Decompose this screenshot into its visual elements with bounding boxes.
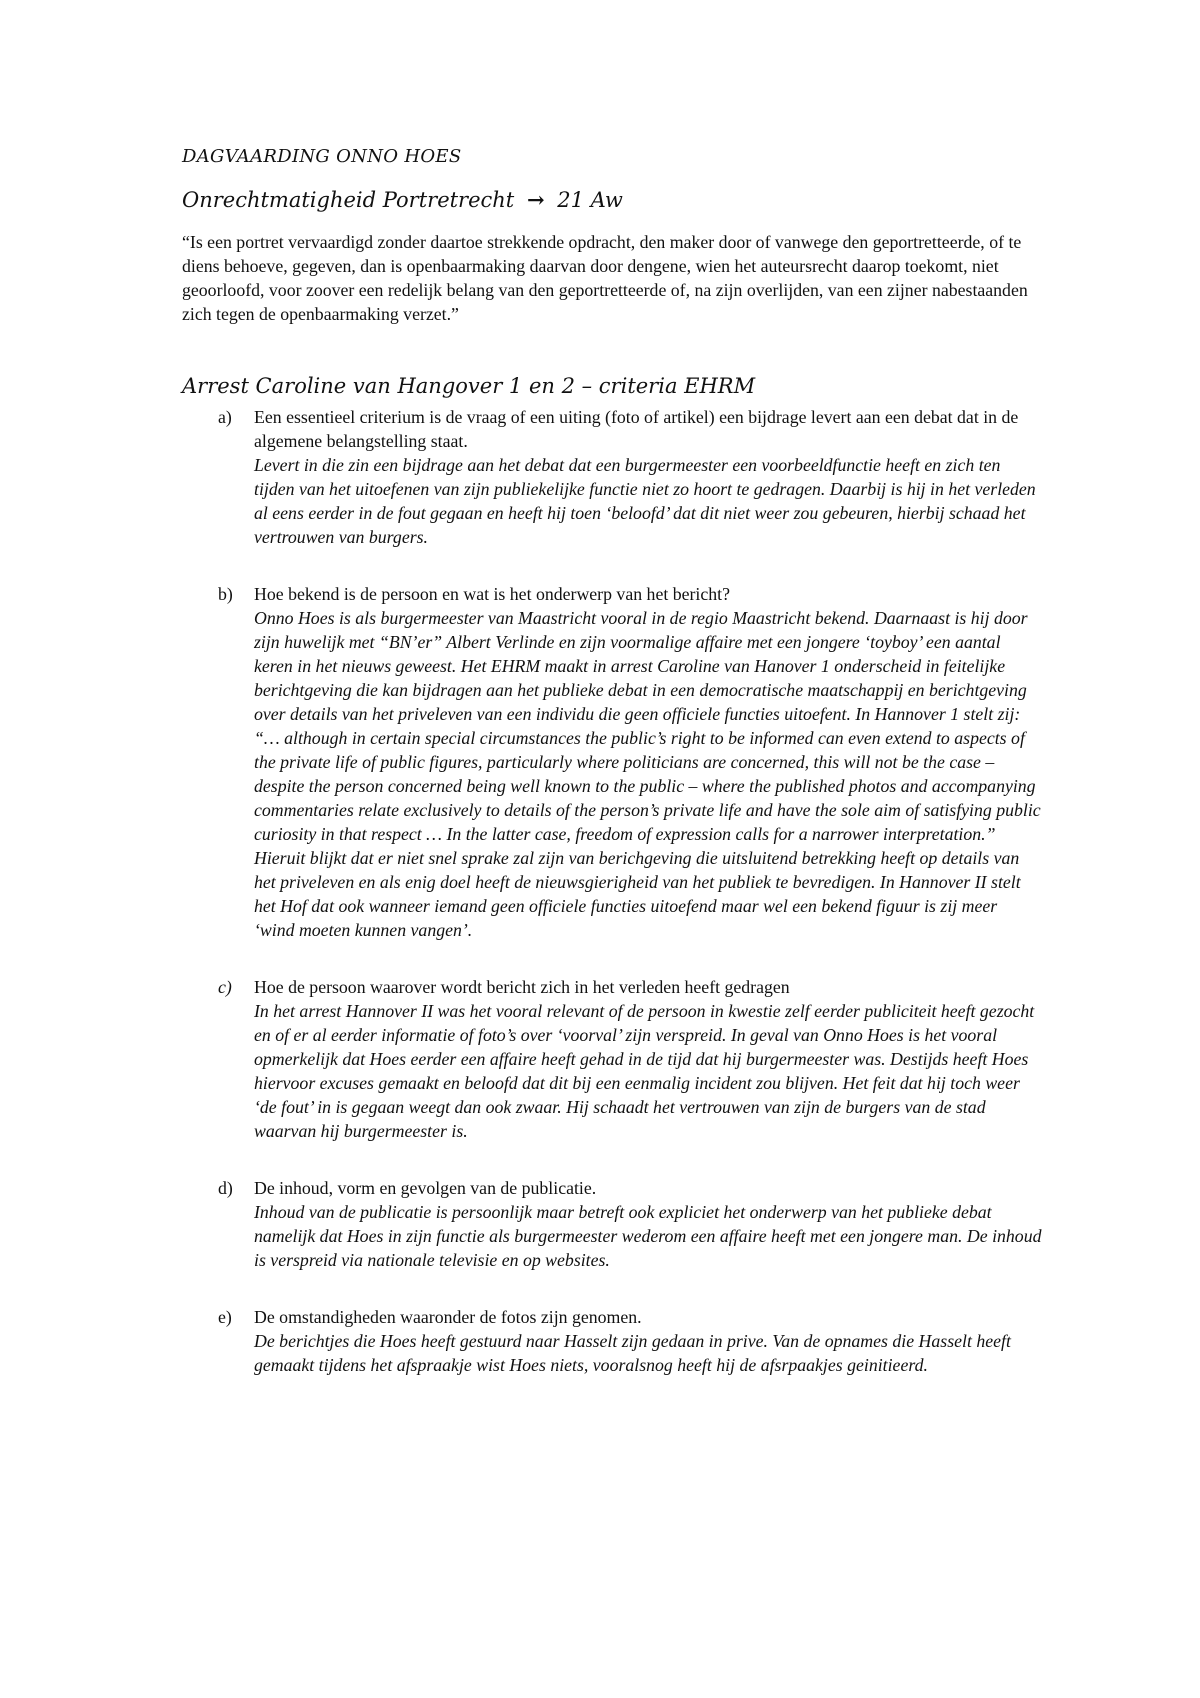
list-item (182, 1176, 1042, 1272)
criterion-question: Een essentieel criterium is de vraag of een uiting (foto of artikel) een bijdrage levert aan een debat dat in de algemene belangstelling staat. (254, 407, 1019, 451)
section-heading-text: Onrechtmatigheid Portretrecht (182, 188, 515, 212)
criterion-answer: In het arrest Hannover II was het vooral relevant of de persoon in kwestie zelf eerder publiciteit heeft gezocht en of er al eerder informatie of foto’s over ‘voorval’ zijn verspreid. In geval van Onno Hoes is het vooral opmerkelijk dat Hoes eerder een affaire heeft gehad in de tijd dat hij burgermeester was. Destijds heeft Hoes hiervoor excuses gemaakt en beloofd dat dit bij een eenmalig incident zou blijven. Het feit dat hij toch weer ‘de fout’ in is gegaan weegt dan ook zwaar. Hij schaadt het vertrouwen van zijn de burgers van de stad waarvan hij burgermeester is. (254, 1001, 1035, 1141)
criterion-question: De omstandigheden waaronder de fotos zijn genomen. (254, 1307, 642, 1327)
criterion-answer: De berichtjes die Hoes heeft gestuurd naar Hasselt zijn gedaan in prive. Van de opnames die Hasselt heeft gemaakt tijdens het afspraakje wist Hoes niets, vooralsnog heeft hij de afsrpaakjes geinitieerd. (254, 1331, 1011, 1375)
section-heading-portretrecht (182, 187, 623, 212)
list-item (182, 405, 1042, 549)
section-heading-criteria: Arrest Caroline van Hangover 1 en 2 – criteria EHRM (182, 374, 756, 398)
list-item-letter: c) (218, 977, 232, 997)
list-item (182, 1305, 1042, 1377)
criterion-answer: Onno Hoes is als burgermeester van Maastricht vooral in de regio Maastricht bekend. Daarnaast is hij door zijn huwelijk met “BN’er” Albert Verlinde en zijn voormalige affaire met een jongere ‘toyboy’ een aantal keren in het nieuws geweest. Het EHRM maakt in arrest Caroline van Hanover 1 onderscheid in feitelijke berichtgeving die kan bijdragen aan het publieke debat in een democratische maatschappij en berichtgeving over details van het priveleven van een individu die geen officiele functies uitoefent. In Hannover 1 stelt zij: “… although in certain special circumstances the public’s right to be informed can even extend to aspects of the private life of public figures, particularly where politicians are concerned, this will not be the case – despite the person concerned being well known to the public – where the published photos and accompanying commentaries relate exclusively to details of the person’s private life and have the sole aim of satisfying public curiosity in that respect … In the latter case, freedom of expression calls for a narrower interpretation.” Hieruit blijkt dat er niet snel sprake zal zijn van berichgeving die uitsluitend betrekking heeft op details van het priveleven en als enig doel heeft de nieuwsgierigheid van het publiek te bevredigen. In Hannover II stelt het Hof dat ook wanneer iemand geen officiele functies uitoefend maar wel een bekend figuur is zij meer ‘wind moeten kunnen vangen’. (254, 608, 1041, 940)
criteria-list (182, 405, 1042, 1377)
right-arrow-icon: → (526, 187, 545, 212)
article-reference: 21 Aw (557, 188, 623, 212)
document-title: DAGVAARDING ONNO HOES (182, 146, 462, 167)
list-item-letter: e) (218, 1307, 232, 1327)
criterion-answer: Levert in die zin een bijdrage aan het debat dat een burgermeester een voorbeeldfunctie heeft en zich ten tijden van het uitoefenen van zijn publiekelijke functie niet zo hoort te gedragen. Daarbij is hij in het verleden al eens eerder in de fout gegaan en heeft hij toen ‘beloofd’ dat dit niet weer zou gebeuren, hierbij schaad het vertrouwen van burgers. (254, 455, 1036, 547)
list-item-letter: a) (218, 407, 232, 427)
list-item-letter: b) (218, 584, 233, 604)
criterion-answer: Inhoud van de publicatie is persoonlijk maar betreft ook expliciet het onderwerp van het publieke debat namelijk dat Hoes in zijn functie als burgermeester wederom een affaire heeft met een jongere man. De inhoud is verspreid via nationale televisie en op websites. (254, 1202, 1042, 1270)
law-quote: “Is een portret vervaardigd zonder daartoe strekkende opdracht, den maker door of vanwege den geportretteerde, of te diens behoeve, gegeven, dan is openbaarmaking daarvan door dengene, wien het auteursrecht daarop toekomt, niet geoorloofd, voor zoover een redelijk belang van den geportretteerde of, na zijn overlijden, van een zijner nabestaanden zich tegen de openbaarmaking verzet.” (182, 232, 1028, 324)
criterion-question: Hoe bekend is de persoon en wat is het onderwerp van het bericht? (254, 584, 730, 604)
criterion-question: De inhoud, vorm en gevolgen van de publicatie. (254, 1178, 597, 1198)
list-item (182, 975, 1042, 1143)
list-item (182, 582, 1042, 942)
list-item-letter: d) (218, 1178, 233, 1198)
criterion-question: Hoe de persoon waarover wordt bericht zich in het verleden heeft gedragen (254, 977, 790, 997)
